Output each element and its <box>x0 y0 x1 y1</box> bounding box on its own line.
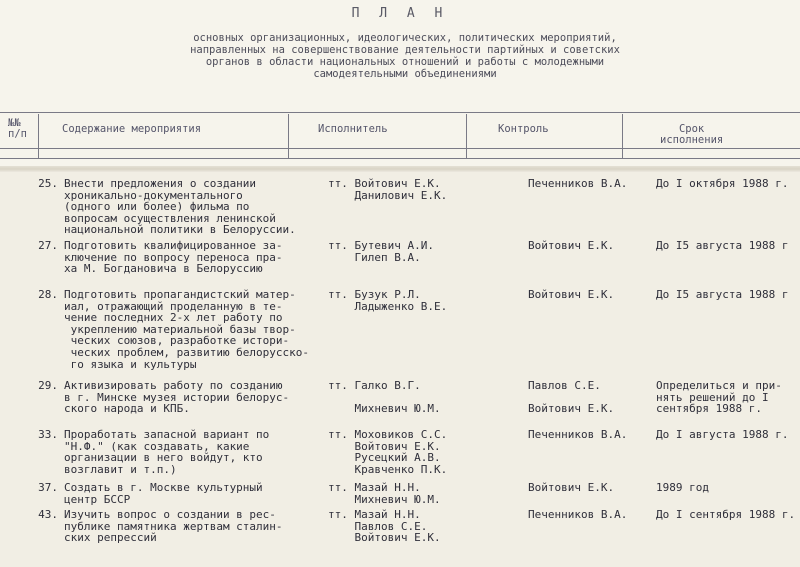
row-executor: тт. Бузук Р.Л. Ладыженко В.Е. <box>328 288 448 313</box>
header-top-rule <box>0 112 800 113</box>
header-mid-rule <box>0 148 800 149</box>
row-number: 43. <box>38 508 58 521</box>
row-control: Печенников В.А. <box>528 508 628 521</box>
header-bottom-rule <box>0 158 800 159</box>
row-number: 25. <box>38 177 58 190</box>
header-content: Содержание мероприятия <box>62 123 202 135</box>
row-content: Внести предложения о создании хроникально-документального (одного или более) фильма по вопросам осуществления ленинской национальной политики в Белоруссии. <box>64 177 296 237</box>
row-executor: тт. Галко В.Г. Михневич Ю.М. <box>328 379 441 416</box>
header-control: Контроль <box>498 123 549 135</box>
row-content: Активизировать работу по созданию в г. Минске музея истории белорус- ского народа и КПБ. <box>64 379 290 416</box>
row-deadline: Определиться и при- нять решений до I сентября 1988 г. <box>656 379 782 416</box>
row-content: Создать в г. Москве культурный центр БССР <box>64 481 263 506</box>
row-content: Изучить вопрос о создании в рес- публике памятника жертвам сталин- ских репрессий <box>64 508 283 545</box>
row-number: 33. <box>38 428 58 441</box>
header-executor: Исполнитель <box>318 123 388 135</box>
row-number: 28. <box>38 288 58 301</box>
row-control: Войтович Е.К. <box>528 481 615 494</box>
row-control: Печенников В.А. <box>528 177 628 190</box>
page-fold <box>0 166 800 172</box>
row-executor: тт. Мазай Н.Н. Михневич Ю.М. <box>328 481 441 506</box>
header-divider <box>466 114 467 158</box>
row-control: Павлов С.Е. Войтович Е.К. <box>528 379 615 416</box>
row-content: Подготовить квалифицированное за- ключение по вопросу переноса пра- ха М. Богдановича в Белоруссию <box>64 239 283 276</box>
header-divider <box>622 114 623 158</box>
row-deadline: До I октября 1988 г. <box>656 177 789 190</box>
row-deadline: До I5 августа 1988 г <box>656 239 789 252</box>
document-title: П Л А Н <box>351 6 449 21</box>
row-number: 29. <box>38 379 58 392</box>
row-number: 37. <box>38 481 58 494</box>
header-num: №№ п/п <box>8 117 27 140</box>
row-executor: тт. Войтович Е.К. Данилович Е.К. <box>328 177 448 202</box>
row-deadline: До I5 августа 1988 г <box>656 288 789 301</box>
row-executor: тт. Бутевич А.И. Гилеп В.А. <box>328 239 434 264</box>
row-deadline: До I сентября 1988 г. <box>656 508 796 521</box>
row-content: Проработать запасной вариант по "Н.Ф." (как создавать, какие организации в него войдут, кто возглавит и т.п.) <box>64 428 270 476</box>
document-subtitle: основных организационных, идеологических, политических мероприятий, направленных на совершенствование деятельности партийных и советских органов в области национальных отношений и работы с молодежными самодеятельными объединениями <box>190 32 620 80</box>
row-executor: тт. Мазай Н.Н. Павлов С.Е. Войтович Е.К. <box>328 508 441 545</box>
row-content: Подготовить пропагандистский матер- иал, отражающий проделанную в те- чение последних 2-х лет работу по укреплению материальной базы твор- ческих союзов, разработке истори- ческих проблем, развитию белорусско- го языка и культуры <box>64 288 310 371</box>
row-control: Войтович Е.К. <box>528 239 615 252</box>
row-control: Войтович Е.К. <box>528 288 615 301</box>
row-control: Печенников В.А. <box>528 428 628 441</box>
row-executor: тт. Моховиков С.С. Войтович Е.К. Русецкий А.В. Кравченко П.К. <box>328 428 448 476</box>
header-deadline: Срок исполнения <box>660 123 724 146</box>
header-divider <box>38 114 39 158</box>
row-deadline: До I августа 1988 г. <box>656 428 789 441</box>
row-number: 27. <box>38 239 58 252</box>
row-deadline: 1989 год <box>656 481 709 494</box>
header-divider <box>288 114 289 158</box>
